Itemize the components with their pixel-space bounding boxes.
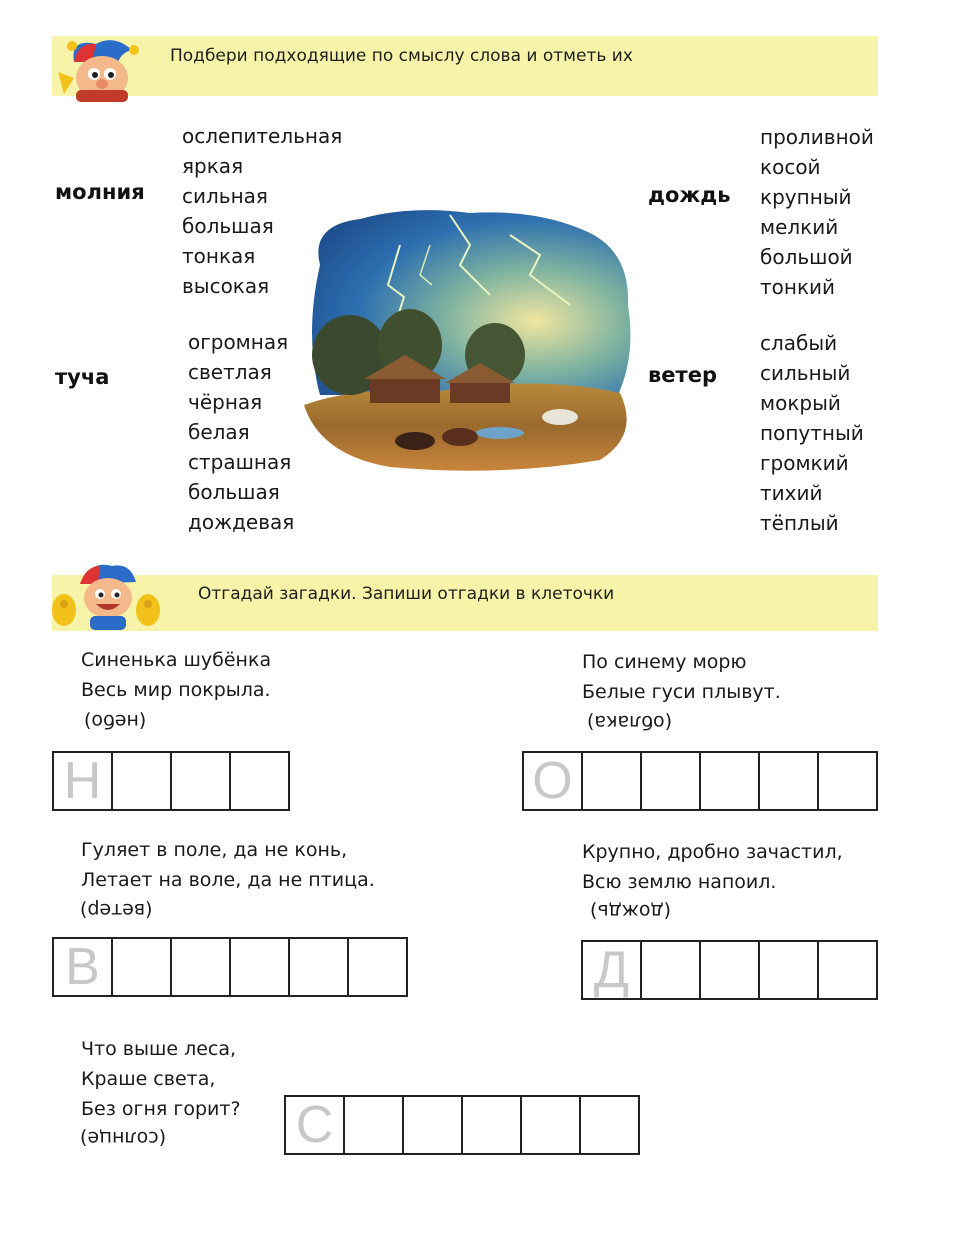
answer-cell[interactable] [583,751,642,811]
list-item[interactable]: мелкий [760,215,839,239]
answer-cell[interactable] [522,1095,581,1155]
list-item[interactable]: тихий [760,481,823,505]
wordlist-wind [760,328,864,538]
riddle-line: Весь мир покрыла. [81,679,271,701]
answer-grid-4 [581,940,878,1000]
answer-grid-2 [522,751,878,811]
answer-cell[interactable] [701,940,760,1000]
list-item[interactable]: сильная [182,184,268,208]
answer-cell[interactable] [349,937,408,997]
list-item[interactable]: чёрная [188,390,263,414]
list-item[interactable]: яркая [182,154,244,178]
answer-cell[interactable] [760,751,819,811]
list-item[interactable]: попутный [760,421,864,445]
keyword-wind: ветер [648,363,717,387]
answer-cell[interactable]: Д [583,940,642,1000]
jester-mascot-icon [52,32,148,106]
riddle-line: Без огня горит? [81,1098,241,1120]
task2-instruction: Отгадай загадки. Запиши отгадки в клеточки [198,584,615,604]
answer-cell[interactable] [172,751,231,811]
list-item[interactable]: тонкий [760,275,836,299]
answer-cell[interactable]: О [524,751,583,811]
riddle-5-answer: (солнце) [80,1127,167,1149]
answer-cell[interactable] [463,1095,522,1155]
riddle-1 [81,645,271,705]
jester-with-coins-icon [50,560,160,632]
answer-grid-3 [52,937,408,997]
answer-cell[interactable] [819,751,878,811]
storm-landscape-illustration [300,205,640,475]
riddle-line: Краше света, [81,1068,216,1090]
list-item[interactable]: светлая [188,360,272,384]
list-item[interactable]: косой [760,155,821,179]
answer-grid-1 [52,751,290,811]
answer-cell[interactable] [701,751,760,811]
task2-banner [52,575,878,631]
riddle-4 [582,837,843,897]
list-item[interactable]: сильный [760,361,851,385]
keyword-cloud: туча [55,365,110,389]
list-item[interactable]: дождевая [188,510,295,534]
riddle-line: Что выше леса, [81,1038,237,1060]
list-item[interactable]: мокрый [760,391,841,415]
list-item[interactable]: крупный [760,185,852,209]
answer-cell[interactable] [231,937,290,997]
answer-cell[interactable] [642,940,701,1000]
riddle-line: Всю землю напоил. [582,871,777,893]
answer-cell[interactable]: С [286,1095,345,1155]
riddle-line: Гуляет в поле, да не конь, [81,839,348,861]
list-item[interactable]: страшная [188,450,292,474]
task1-banner [52,36,878,96]
list-item[interactable]: большая [188,480,280,504]
answer-cell[interactable] [642,751,701,811]
answer-cell[interactable] [404,1095,463,1155]
list-item[interactable]: ослепительная [182,124,343,148]
list-item[interactable]: тёплый [760,511,839,535]
riddle-line: Синенька шубёнка [81,649,272,671]
riddle-3-answer: (ветер) [80,899,153,921]
list-item[interactable]: большая [182,214,274,238]
answer-cell[interactable] [819,940,878,1000]
riddle-2-answer: (облака) [587,711,673,733]
answer-cell[interactable] [172,937,231,997]
answer-cell[interactable]: Н [54,751,113,811]
keyword-lightning: молния [55,180,145,204]
wordlist-rain [760,122,874,302]
answer-cell[interactable] [581,1095,640,1155]
answer-cell[interactable]: В [54,937,113,997]
list-item[interactable]: громкий [760,451,849,475]
list-item[interactable]: высокая [182,274,270,298]
answer-cell[interactable] [113,937,172,997]
list-item[interactable]: проливной [760,125,874,149]
riddle-4-answer: (дождь) [590,900,672,922]
answer-cell[interactable] [760,940,819,1000]
wordlist-cloud [188,327,294,537]
list-item[interactable]: белая [188,420,250,444]
riddle-2 [582,647,781,707]
riddle-line: Летает на воле, да не птица. [81,869,375,891]
list-item[interactable]: тонкая [182,244,256,268]
answer-cell[interactable] [290,937,349,997]
riddle-1-answer: (небо) [84,710,147,732]
task1-instruction: Подбери подходящие по смыслу слова и отметь их [170,46,633,66]
answer-cell[interactable] [113,751,172,811]
riddle-line: Крупно, дробно зачастил, [582,841,843,863]
list-item[interactable]: большой [760,245,853,269]
answer-cell[interactable] [345,1095,404,1155]
riddle-5 [81,1034,241,1124]
list-item[interactable]: слабый [760,331,838,355]
list-item[interactable]: огромная [188,330,289,354]
riddle-line: Белые гуси плывут. [582,681,781,703]
keyword-rain: дождь [648,183,731,207]
answer-grid-5 [284,1095,640,1155]
answer-cell[interactable] [231,751,290,811]
riddle-3 [81,835,375,895]
riddle-line: По синему морю [582,651,747,673]
